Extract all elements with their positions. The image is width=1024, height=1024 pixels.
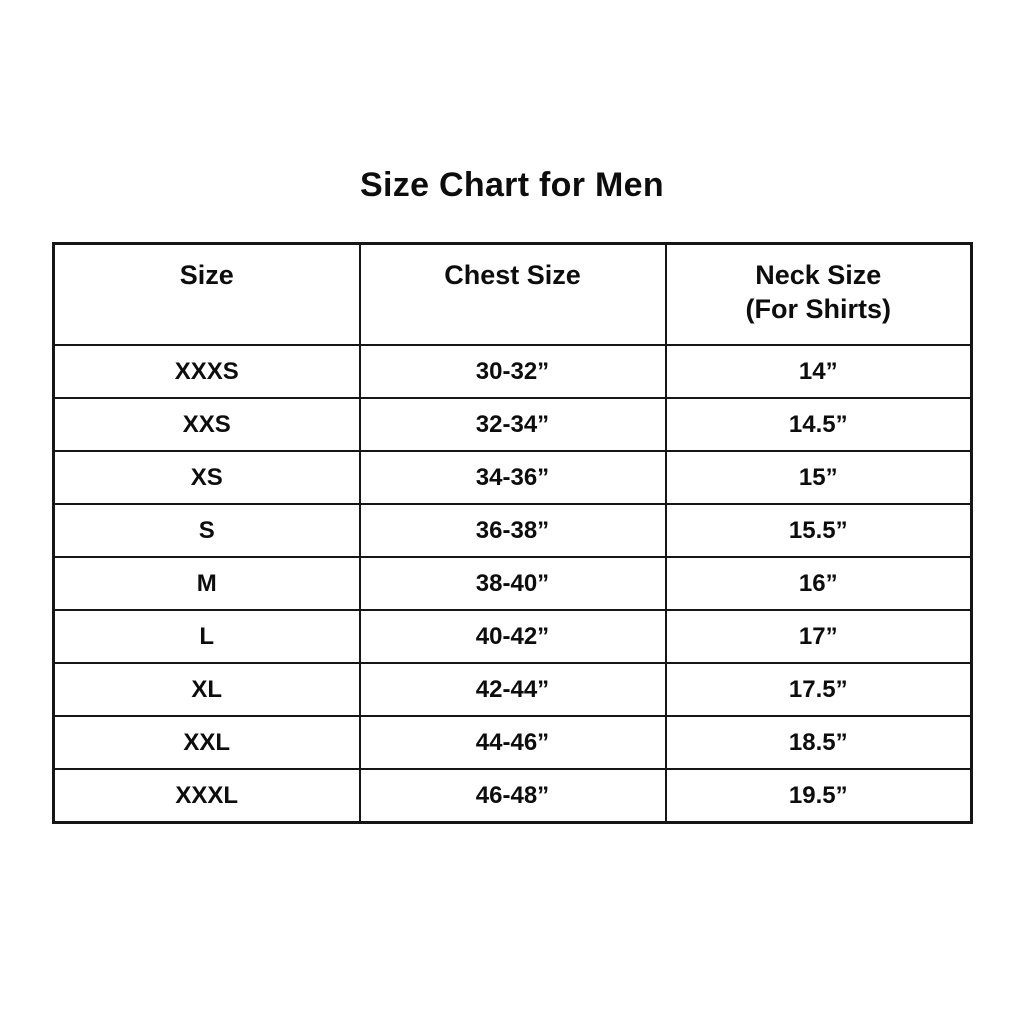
table-row xyxy=(54,345,972,398)
table-row xyxy=(54,557,972,610)
size-cell: XS xyxy=(54,451,360,504)
size-cell: XXL xyxy=(54,716,360,769)
header-chest-label: Chest Size xyxy=(444,260,581,290)
table-row xyxy=(54,451,972,504)
chest-cell: 30-32” xyxy=(360,345,666,398)
size-cell: L xyxy=(54,610,360,663)
table-body xyxy=(54,345,972,823)
header-size-label: Size xyxy=(179,260,234,290)
header-row xyxy=(54,244,972,346)
neck-cell: 18.5” xyxy=(666,716,972,769)
header-cell-size xyxy=(54,244,360,346)
neck-cell: 17” xyxy=(666,610,972,663)
chest-cell: 32-34” xyxy=(360,398,666,451)
table-row xyxy=(54,610,972,663)
neck-cell: 19.5” xyxy=(666,769,972,823)
size-cell: M xyxy=(54,557,360,610)
size-cell: S xyxy=(54,504,360,557)
chest-cell: 46-48” xyxy=(360,769,666,823)
neck-cell: 15” xyxy=(666,451,972,504)
size-cell: XL xyxy=(54,663,360,716)
size-cell: XXXL xyxy=(54,769,360,823)
size-chart-table xyxy=(52,242,973,824)
neck-cell: 15.5” xyxy=(666,504,972,557)
table-header xyxy=(54,244,972,346)
size-cell: XXS xyxy=(54,398,360,451)
size-cell: XXXS xyxy=(54,345,360,398)
neck-cell: 14.5” xyxy=(666,398,972,451)
header-neck-label: Neck Size xyxy=(755,260,882,290)
page-title: Size Chart for Men xyxy=(360,166,664,204)
header-cell-neck xyxy=(666,244,972,346)
neck-cell: 14” xyxy=(666,345,972,398)
chest-cell: 36-38” xyxy=(360,504,666,557)
neck-cell: 17.5” xyxy=(666,663,972,716)
header-cell-chest xyxy=(360,244,666,346)
chest-cell: 38-40” xyxy=(360,557,666,610)
table-row xyxy=(54,663,972,716)
chest-cell: 34-36” xyxy=(360,451,666,504)
header-neck-sublabel: (For Shirts) xyxy=(745,294,891,324)
table-row xyxy=(54,504,972,557)
neck-cell: 16” xyxy=(666,557,972,610)
chest-cell: 42-44” xyxy=(360,663,666,716)
chest-cell: 44-46” xyxy=(360,716,666,769)
table-row xyxy=(54,398,972,451)
chest-cell: 40-42” xyxy=(360,610,666,663)
table-row xyxy=(54,716,972,769)
table-row xyxy=(54,769,972,823)
